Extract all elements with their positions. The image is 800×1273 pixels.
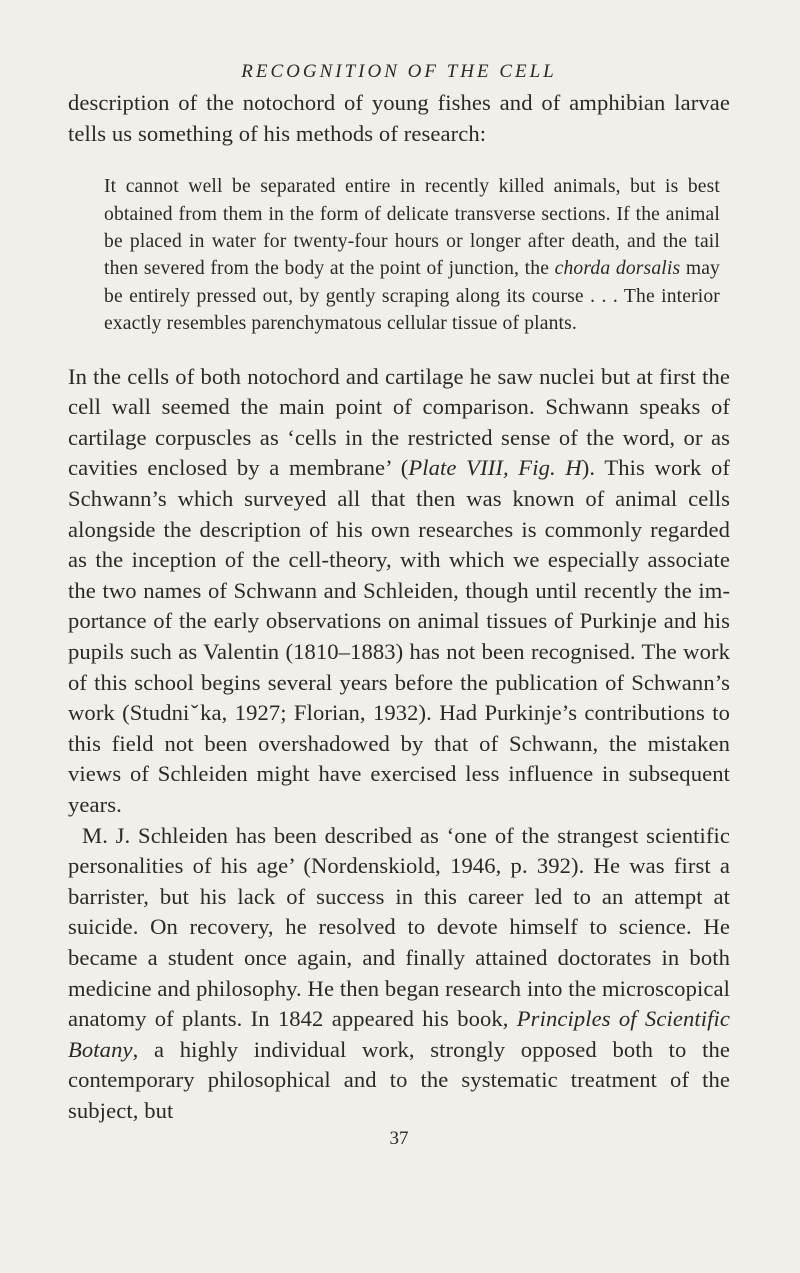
book-title: Principles of Scientific Botany [68,1006,730,1062]
paragraph-notochord [68,362,730,821]
block-quote [104,173,720,337]
paragraph-schleiden [68,821,730,1127]
paragraph1-text-2: ). This work of Schwann’s which surveyed all that then was known of animal cells alongside the description of his own researches is commonly regarded as the inception of the cell-theory, with which we especially associate the two names of Schwann and Schleiden, though until recently the importance of the early observations on animal tissues of Purkinje and his pupils such as Valentin (1810–1883) has not been recognised. The work of this school begins several years before the publication of Schwann’s work (Studniˇka, 1927; Florian, 1932). Had Purkinje’s contributions to this field not been overshadowed by that of Schwann, the mistaken views of Schleiden might have exercised less influence in subsequent years. [68,455,730,817]
paragraph1-text-1: In the cells of both notochord and cartilage he saw nuclei but at first the cell wall seemed the main point of comparison. Schwann speaks of cartilage corpuscles as ‘cells in the restricted sense of the word, or as cavities enclosed by a membrane’ ( [68,363,730,481]
quote-term: chorda dorsalis [554,258,681,280]
paragraph2-text-2: , a highly individual work, strongly opposed both to the contemporary philosophical and to the systematic treatment of the subject, but [68,1036,730,1123]
running-head: RECOGNITION OF THE CELL [241,61,557,82]
quote-text-1: It cannot well be separated entire in recently killed animals, but is best obtained from them in the form of delicate transverse sections. If the animal be placed in water for twenty-four hours or longer after death, and the tail then severed from the body at the point of junction, the [104,176,720,280]
book-page [68,60,730,1152]
quote-text-2: may be entirely pressed out, by gently scraping along its course . . . The interior exactly resembles parenchymatous cellular tissue of plants. [104,258,720,335]
page-number: 37 [389,1128,409,1150]
paragraph2-text-1: M. J. Schleiden has been described as ‘one of the strangest scientific personalities of his age’ (Nordenskiold, 1946, p. 392). He was first a barrister, but his lack of success in this career led to an attempt at suicide. On recovery, he resolved to devote himself to science. He became a student once again, and finally attained doctorates in both medicine and philosophy. He then began research into the microscopical anatomy of plants. In 1842 appeared his book, [68,822,730,1032]
plate-reference: Plate VIII, Fig. H [408,455,582,481]
intro-paragraph: description of the notochord of young fishes and of amphibian larvae tells us something of his methods of research: [68,90,730,146]
